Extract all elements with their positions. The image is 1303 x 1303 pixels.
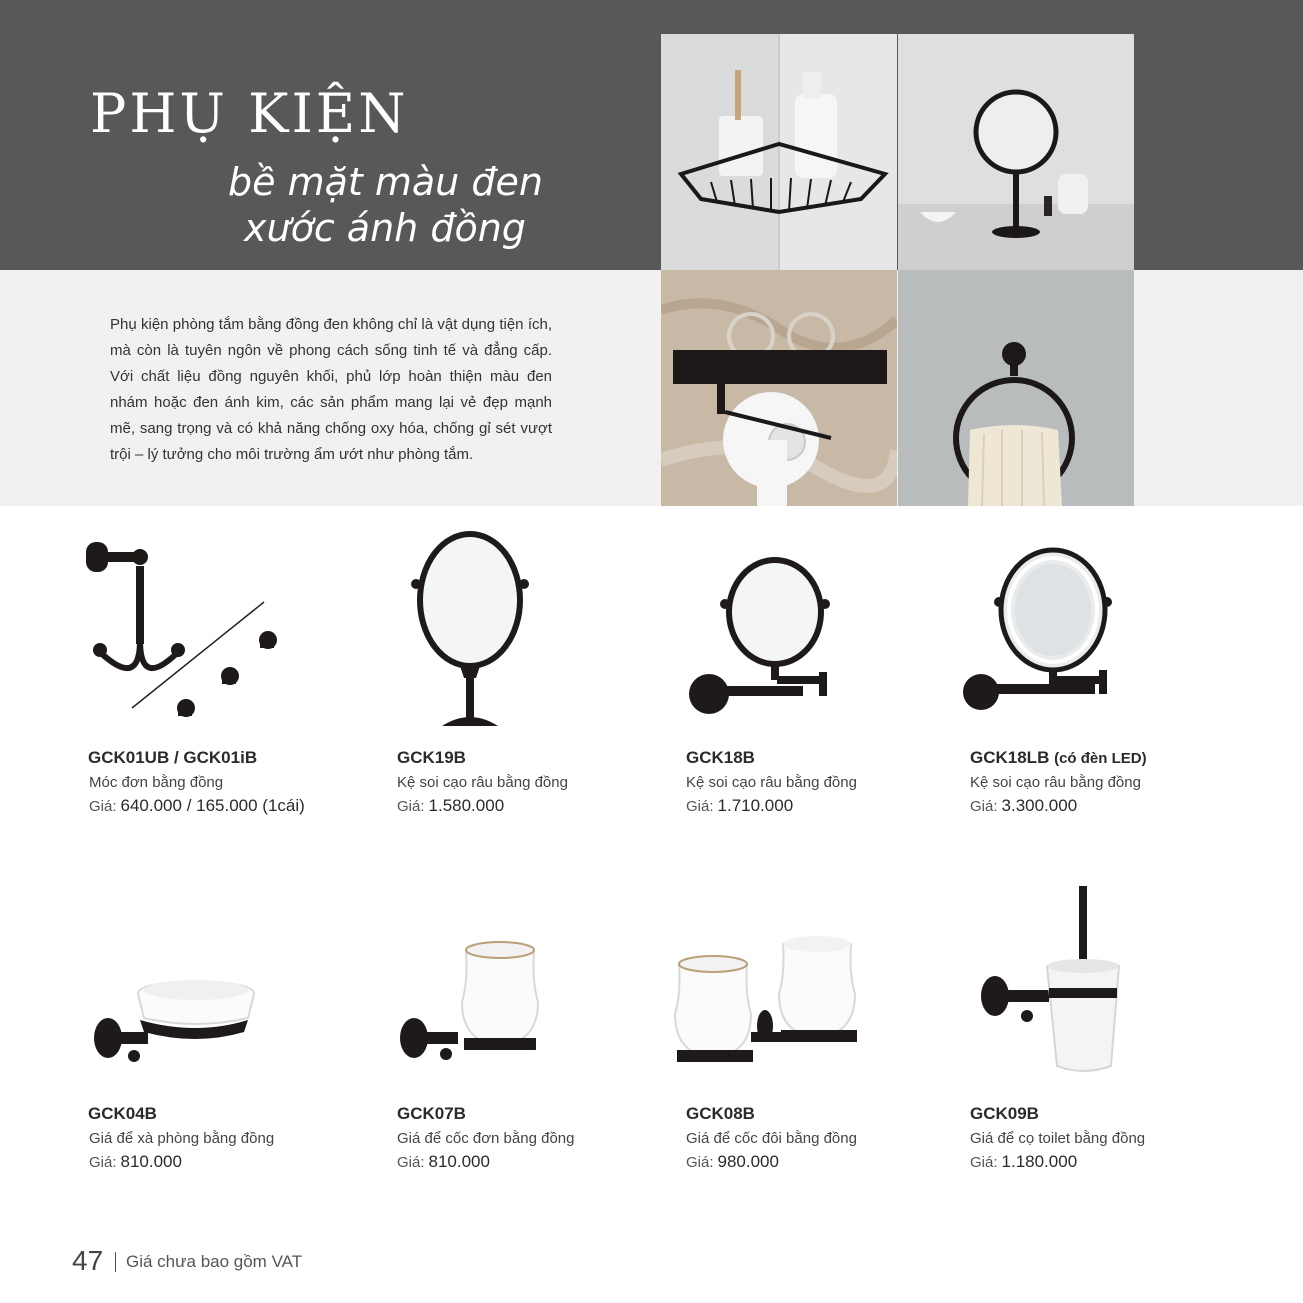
product-code: GCK09B: [970, 1104, 1039, 1123]
product-price: Giá: 980.000: [686, 1152, 779, 1171]
product-description: Kệ soi cạo râu bằng đồng: [970, 774, 1141, 791]
product-description: Kệ soi cạo râu bằng đồng: [397, 774, 568, 791]
vat-note: Giá chưa bao gồm VAT: [126, 1252, 303, 1271]
page-subtitle-line2: xước ánh đồng: [244, 206, 526, 250]
product-code: GCK08B: [686, 1104, 755, 1123]
product-price: Giá: 640.000 / 165.000 (1cái): [89, 796, 305, 815]
led-wall-mirror-icon: [961, 530, 1201, 740]
double-cup-holder-icon: [667, 886, 907, 1096]
soap-dish-icon: [78, 886, 318, 1096]
single-cup-holder-icon: [388, 886, 628, 1096]
product-code: GCK04B: [88, 1104, 157, 1123]
page-number: 47: [72, 1245, 104, 1276]
product-code: GCK18LB (có đèn LED): [970, 748, 1147, 767]
paper-holder-shelf-photo: [661, 270, 897, 506]
wall-mirror-icon: [677, 530, 917, 740]
page-subtitle-line1: bề mặt màu đen: [228, 160, 543, 204]
product-price: Giá: 810.000: [397, 1152, 490, 1171]
product-code: GCK01UB / GCK01iB: [88, 748, 258, 767]
product-code: GCK19B: [397, 748, 466, 767]
product-description: Giá để xà phòng bằng đồng: [89, 1130, 275, 1147]
product-description: Giá để cốc đôi bằng đồng: [686, 1130, 857, 1147]
product-price: Giá: 1.710.000: [686, 796, 794, 815]
product-description: Móc đơn bằng đồng: [89, 774, 224, 791]
product-description: Giá để cọ toilet bằng đồng: [970, 1130, 1146, 1147]
product-description: Kệ soi cạo râu bằng đồng: [686, 774, 857, 791]
toilet-brush-holder-icon: [961, 886, 1201, 1096]
product-code: GCK18B: [686, 748, 755, 767]
product-card[interactable]: [961, 530, 1241, 815]
product-description: Giá để cốc đơn bằng đồng: [397, 1130, 575, 1147]
towel-ring-photo: [898, 270, 1134, 506]
product-card[interactable]: [78, 530, 358, 815]
product-price: Giá: 1.180.000: [970, 1152, 1078, 1171]
product-card[interactable]: [667, 886, 947, 1171]
product-card[interactable]: [78, 886, 358, 1171]
intro-paragraph: Phụ kiện phòng tắm bằng đồng đen không chỉ là vật dụng tiện ích, mà còn là tuyên ngôn về phong cách sống tinh tế và đẳng cấp. Với chất liệu đồng nguyên khối, phủ lớp hoàn thiện màu đen nhám hoặc đen ánh kim, các sản phẩm mang lại vẻ đẹp mạnh mẽ, sang trọng và có khả năng chống oxy hóa, chống gỉ sét vượt trội – lý tưởng cho môi trường ẩm ướt như phòng tắm.: [110, 316, 552, 463]
product-card[interactable]: [388, 530, 668, 815]
product-price: Giá: 3.300.000: [970, 796, 1078, 815]
product-card[interactable]: [388, 886, 668, 1171]
product-card[interactable]: [677, 530, 957, 815]
product-price: Giá: 810.000: [89, 1152, 182, 1171]
footer-divider: [115, 1252, 116, 1272]
double-hook-icon: [78, 530, 318, 740]
product-card[interactable]: [961, 886, 1241, 1171]
standing-mirror-photo: [898, 34, 1134, 270]
product-code: GCK07B: [397, 1104, 466, 1123]
standing-mirror-icon: [388, 530, 628, 740]
page-title: PHỤ KIỆN: [90, 82, 409, 145]
corner-basket-photo: [661, 34, 897, 270]
product-price: Giá: 1.580.000: [397, 796, 505, 815]
